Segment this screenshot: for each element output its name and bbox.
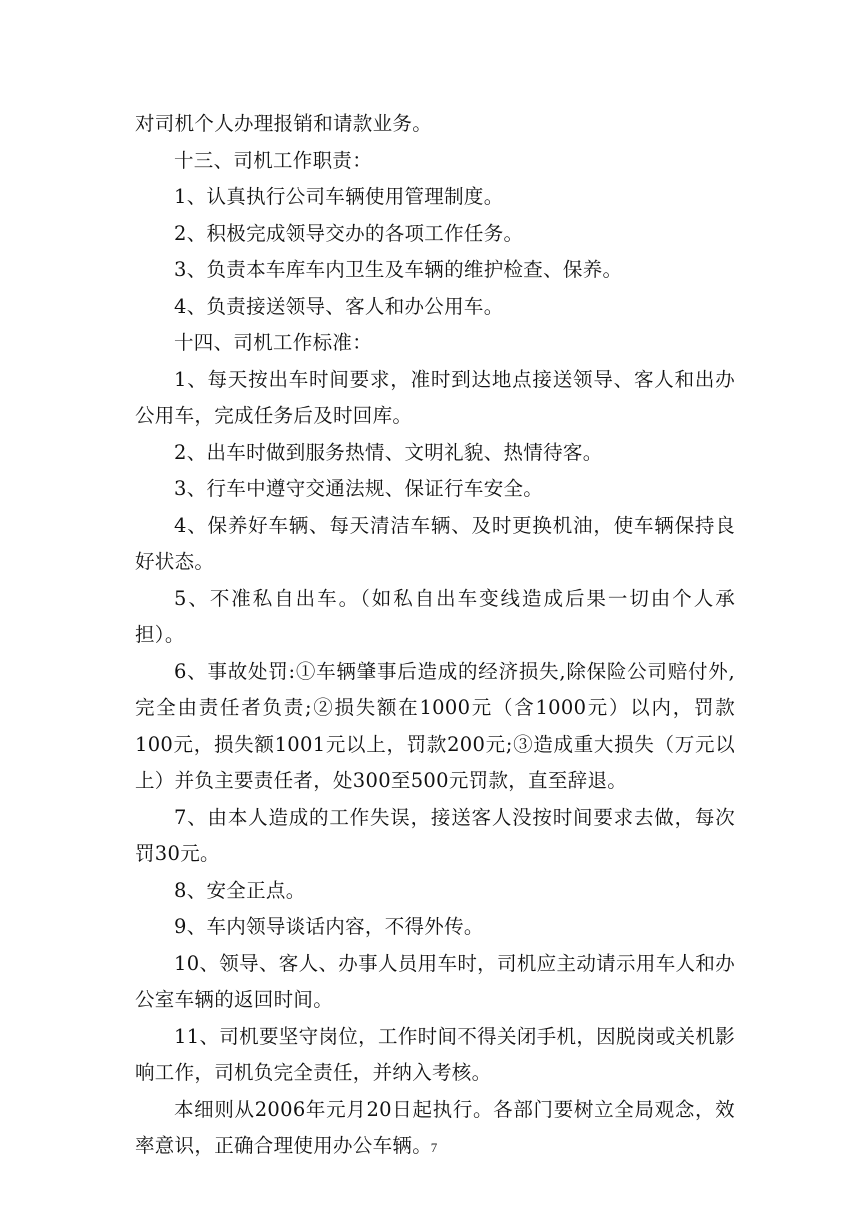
duty-item: 1、认真执行公司车辆使用管理制度。 — [174, 185, 504, 208]
standard-item: 1、每天按出车时间要求，准时到达地点接送领导、客人和出办公用车，完成任务后及时回库。 — [135, 367, 735, 427]
standard-item: 4、保养好车辆、每天清洁车辆、及时更换机油，使车辆保持良好状态。 — [135, 513, 735, 573]
standard-item: 7、由本人造成的工作失误，接送客人没按时间要求去做，每次罚30元。 — [135, 805, 735, 865]
standard-item: 2、出车时做到服务热情、文明礼貌、热情待客。 — [174, 440, 603, 464]
standard-item: 8、安全正点。 — [174, 878, 306, 902]
standard-item: 10、领导、客人、办事人员用车时，司机应主动请示用车人和办公室车辆的返回时间。 — [135, 951, 735, 1011]
paragraph-continuation: 对司机个人办理报销和请款业务。 — [135, 112, 433, 135]
standard-item: 5、不准私自出车。（如私自出车变线造成后果一切由个人承担）。 — [135, 586, 735, 646]
section-heading-driver-duties: 十三、司机工作职责： — [174, 148, 373, 172]
standard-item: 3、行车中遵守交通法规、保证行车安全。 — [174, 477, 544, 500]
duty-item: 2、积极完成领导交办的各项工作任务。 — [174, 221, 524, 245]
effective-date-paragraph: 本细则从2006年元月20日起执行。各部门要树立全局观念，效率意识，正确合理使用办公车辆。 — [135, 1097, 735, 1157]
document-body — [135, 106, 735, 1165]
section-heading-driver-standards: 十四、司机工作标准： — [174, 331, 373, 354]
duty-item: 3、负责本车库车内卫生及车辆的维护检查、保养。 — [174, 258, 623, 281]
standard-item: 9、车内领导谈话内容，不得外传。 — [174, 915, 484, 938]
standard-item: 6、事故处罚:①车辆肇事后造成的经济损失,除保险公司赔付外,完全由责任者负责;②损失额在1000元（含1000元）以内，罚款100元，损失额1001元以上，罚款200元;③造成重大损失（万元以上）并负主要责任者，处300至500元罚款，直至辞退。 — [135, 659, 735, 792]
duty-item: 4、负责接送领导、客人和办公用车。 — [174, 294, 504, 318]
standard-item: 11、司机要坚守岗位，工作时间不得关闭手机，因脱岗或关机影响工作，司机负完全责任，并纳入考核。 — [135, 1024, 735, 1084]
page-number: 7 — [430, 1140, 438, 1155]
